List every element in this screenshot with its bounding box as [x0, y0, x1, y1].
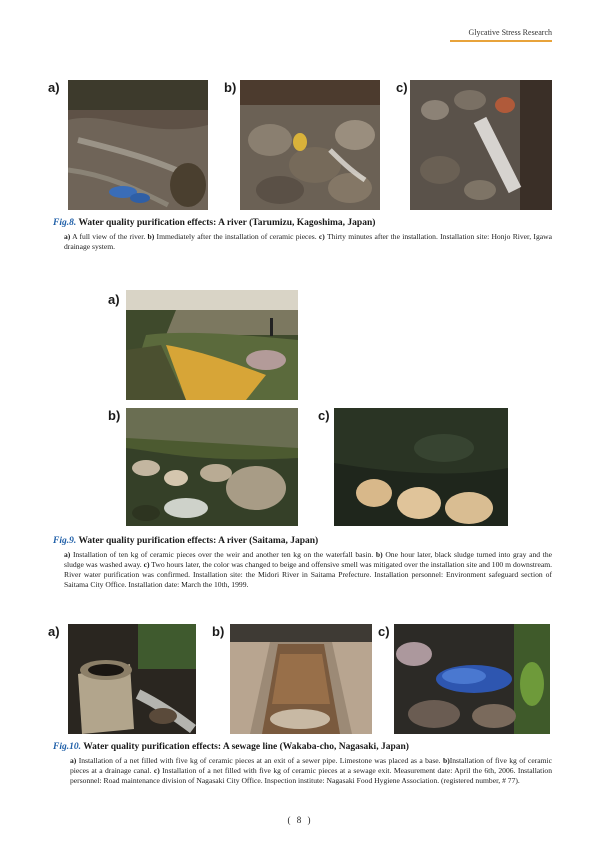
fig10-photo-c — [394, 624, 550, 734]
fig8-photo-b — [240, 80, 380, 210]
fig10-photo-a — [68, 624, 196, 734]
fig9-number: Fig.9. — [53, 536, 77, 546]
page-number: ( 8 ) — [287, 815, 313, 825]
fig10-number: Fig.10. — [53, 742, 81, 752]
running-header: Glycative Stress Research — [468, 28, 552, 37]
fig10-label-a: a) — [48, 624, 60, 639]
fig9-photo-a — [126, 290, 298, 400]
fig10-caption: a) Installation of a net filled with five kg of ceramic pieces at an exit of a sewer pipe. Limestone was placed as a base. b)Installation of five kg of ceramic pieces at a drainage canal. c) Installation of a net filled with five kg of ceramic pieces at a sewage exit. Measurement date: April the 6th, 2006. Installation personnel: Road maintenance division of Nagasaki City Office. Inspection institute: Nagasaki Food Hygiene Association. (registered number, # 77). — [70, 756, 552, 785]
fig9-title-text: Water quality purification effects: A river (Saitama, Japan) — [78, 536, 319, 546]
fig8-title-text: Water quality purification effects: A river (Tarumizu, Kagoshima, Japan) — [78, 218, 376, 228]
fig9-caption: a) Installation of ten kg of ceramic pieces over the weir and another ten kg on the waterfall basin. b) One hour later, black sludge turned into gray and the sludge was washed away. c) Two hours later, the color was changed to beige and offensive smell was mitigated over the installation site and 100 m downstream. River water purification was confirmed. Installation site: the Midori River in Saitama Prefecture. Installation personnel: Environment safeguard section of Saitama City Office. Installation date: March the 10th, 1999. — [64, 550, 552, 589]
fig10-photo-b — [230, 624, 372, 734]
fig8-label-a: a) — [48, 80, 60, 95]
fig9-photo-c — [334, 408, 508, 526]
fig8-photo-a — [68, 80, 208, 210]
fig10-label-c: c) — [378, 624, 390, 639]
fig10-label-b: b) — [212, 624, 225, 639]
fig9-label-c: c) — [318, 408, 330, 423]
fig8-photo-c — [410, 80, 552, 210]
fig8-label-c: c) — [396, 80, 408, 95]
header-rule — [450, 40, 552, 42]
fig9-label-a: a) — [108, 292, 120, 307]
fig9-title — [53, 536, 318, 546]
fig8-number: Fig.8. — [53, 218, 77, 228]
fig10-title-text: Water quality purification effects: A sewage line (Wakaba-cho, Nagasaki, Japan) — [83, 742, 409, 752]
fig10-title — [53, 742, 409, 752]
fig8-label-b: b) — [224, 80, 237, 95]
fig8-caption: a) A full view of the river. b) Immediately after the installation of ceramic pieces. c) Thirty minutes after the installation. Installation site: Honjo River, Igawa drainage system. — [64, 232, 552, 251]
fig9-photo-b — [126, 408, 298, 526]
fig9-label-b: b) — [108, 408, 121, 423]
fig8-title — [53, 218, 375, 228]
